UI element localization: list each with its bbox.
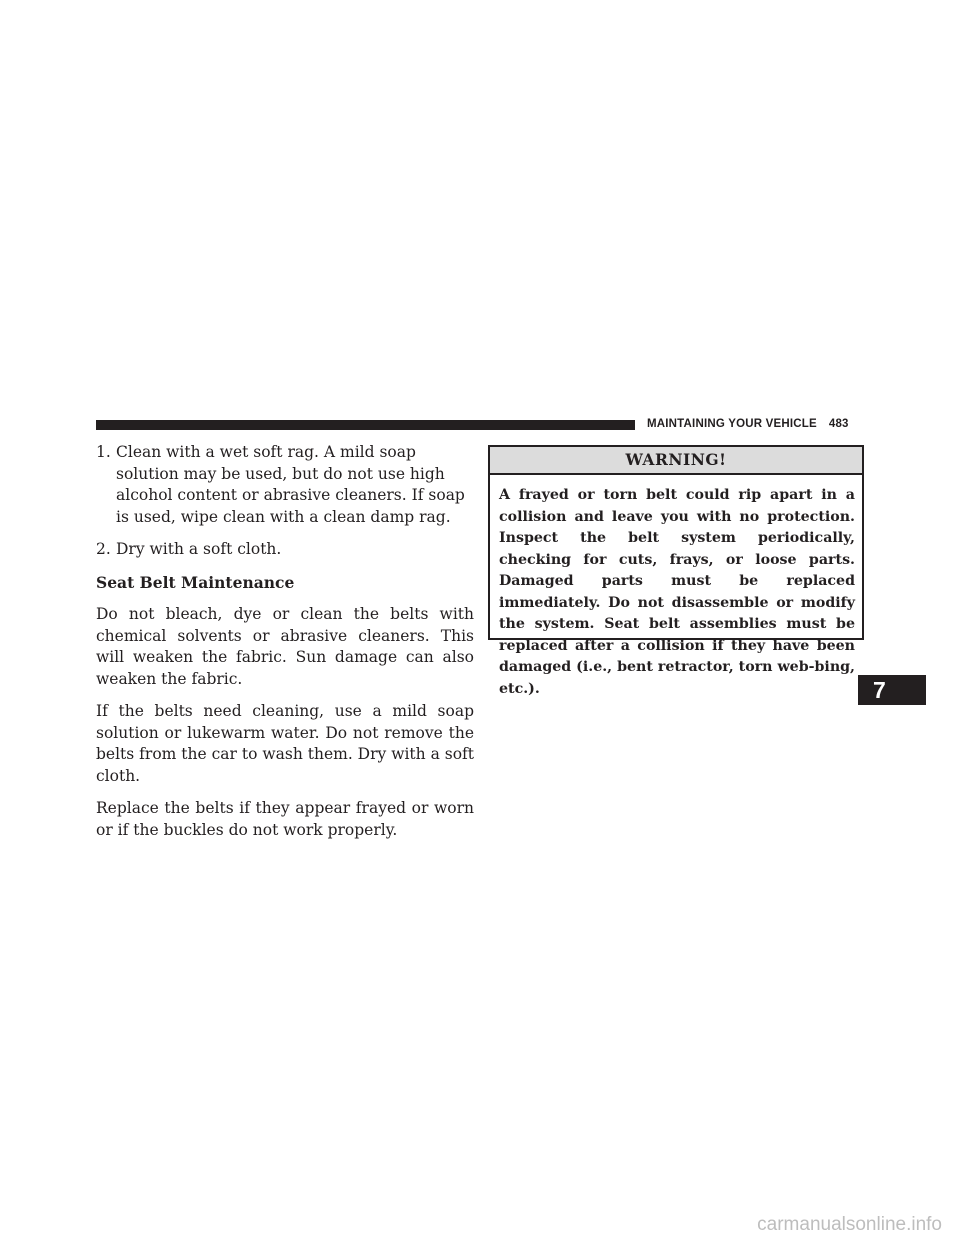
warning-box [488,445,864,697]
running-header [647,418,849,430]
list-item-number: 1. [96,443,111,461]
header-rule [96,420,635,430]
list-item-number: 2. [96,540,111,558]
list-item [96,442,474,528]
section-title: MAINTAINING YOUR VEHICLE [647,418,817,430]
section-heading: Seat Belt Maintenance [96,572,295,592]
list-item [96,539,474,561]
page-number: 483 [828,418,849,430]
left-column [96,442,474,852]
list-item-text: Dry with a soft cloth. [116,540,282,558]
warning-title: WARNING! [490,447,862,475]
paragraph: If the belts need cleaning, use a mild soap solution or lukewarm water. Do not remove the belts from the car to wash them. Dry with a soft cloth. [96,702,474,785]
warning-text: A frayed or torn belt could rip apart in a collision and leave you with no protection. Inspect the belt system periodically, checking for cuts, frays, or loose parts. Damaged parts must be replaced immediately. Do not disassemble or modify the system. Seat belt assemblies must be replaced after a collision if they have been damaged (i.e., bent retractor, torn web-bing, etc.). [499,487,855,697]
list-item-text: Clean with a wet soft rag. A mild soap solution may be used, but do not use high alcohol content or abrasive cleaners. If soap is used, wipe clean with a clean damp rag. [116,443,465,526]
watermark: carmanualsonline.info [757,1214,942,1235]
chapter-tab: 7 [858,675,926,705]
paragraph: Replace the belts if they appear frayed or worn or if the buckles do not work properly. [96,799,474,839]
paragraph: Do not bleach, dye or clean the belts with chemical solvents or abrasive cleaners. This will weaken the fabric. Sun damage can also weaken the fabric. [96,605,474,688]
